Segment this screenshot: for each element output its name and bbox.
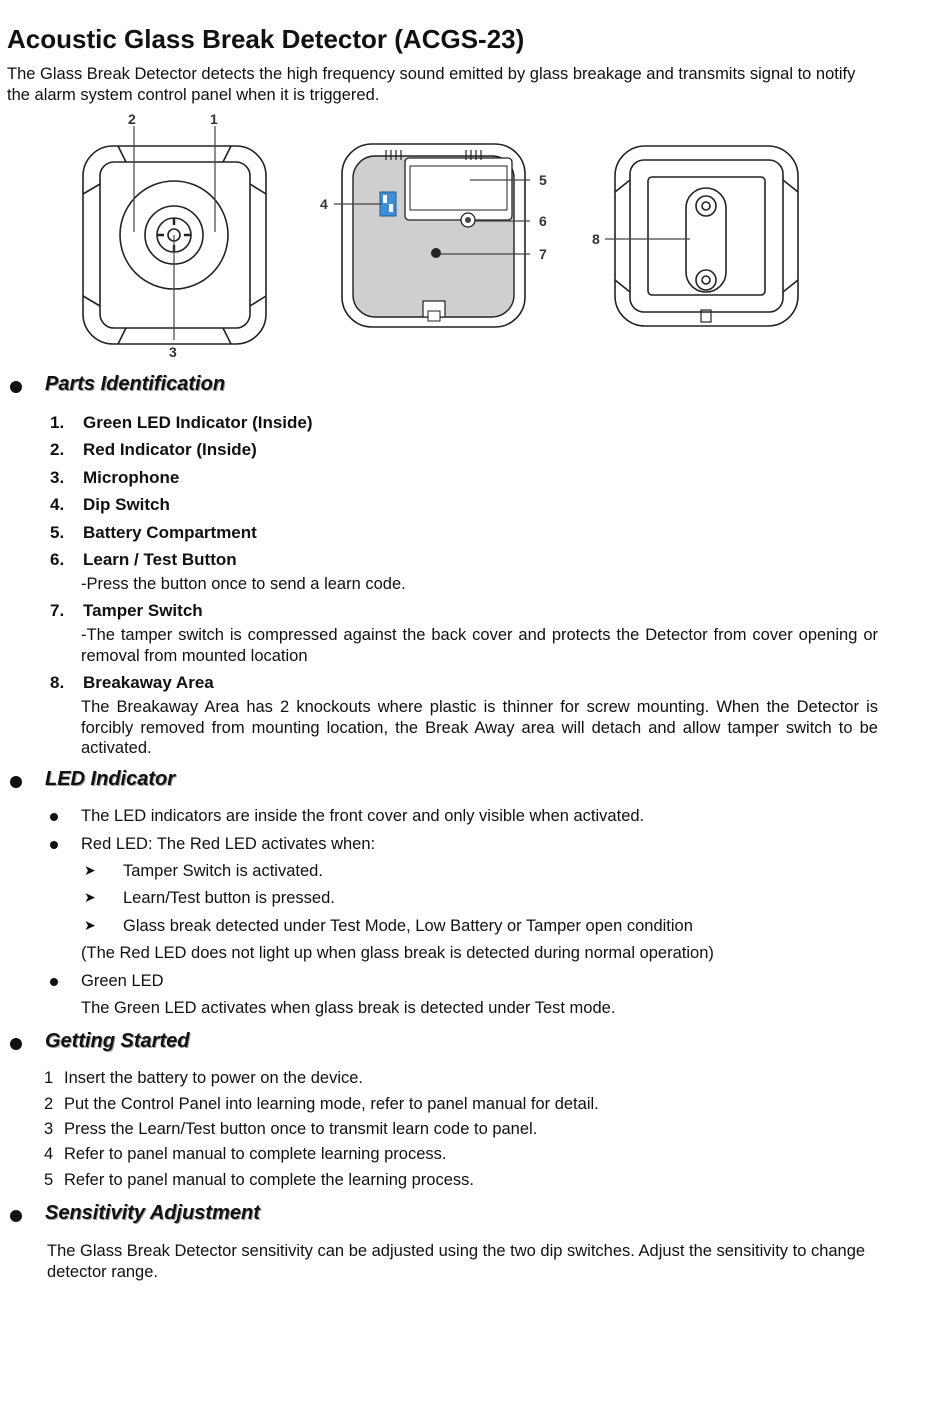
- part-item-8-description: The Breakaway Area has 2 knockouts where plastic is thinner for screw mounting. When the Detector is forcibly removed from mounting location, the Break Away area will detach and allow tamper switch to be activated.: [81, 698, 878, 757]
- green-led-description: The Green LED activates when glass break is detected under Test mode.: [81, 999, 616, 1017]
- bullet-icon: [50, 813, 58, 821]
- callout-1: 1: [210, 111, 218, 127]
- callout-8: 8: [592, 231, 600, 247]
- arrow-bullet-icon: ➤: [84, 862, 96, 878]
- inside-view-illustration: [342, 144, 525, 327]
- bullet-icon: [50, 978, 58, 986]
- arrow-bullet-icon: ➤: [84, 917, 96, 933]
- back-view-illustration: [615, 146, 798, 326]
- callout-5: 5: [539, 172, 547, 188]
- document-page: Acoustic Glass Break Detector (ACGS-23) The Glass Break Detector detects the high frequency sound emitted by glass breakage and transmits signal to notify the alarm system control panel when it is triggered. 2 1 3 4 5 6 7 8 Parts Identification 1. Green LED Indicator (Inside) 2. Red Indicator (Inside) 3. Microphone 4. Dip Switch 5. Battery Compartment 6. Learn / Test Button -Press the button once to send a learn code. 7. Tamper Switch -The tamper switch is compressed against the back cover and protects the Detector from cover opening or removal from mounted location 8. Breakaway Area The Breakaway Area has 2 knockouts where plastic is thinner for screw mounting. When the Detector is forcibly removed from mounting location, the Break Away area will detach and allow tamper switch to be activated. LED Indicator The LED indicators are inside the front cover and only visible when activated. Red LED: The Red LED activates when: ➤ Tamper Switch is activated. ➤ Learn/Test button is pressed. ➤ Glass break detected under Test Mode, Low Battery or Tamper open condition (The Red LED does not light up when glass break is detected during normal operation) Green LED The Green LED activates when glass break is detected under Test mode. Getting Started 1 Insert the battery to power on the device. 2 Put the Control Panel into learning mode, refer to panel manual for detail. 3 Press the Learn/Test button once to transmit learn code to panel. 4 Refer to panel manual to complete learning process. 5 Refer to panel manual to complete the learning process. Sensitivity Adjustment The Glass Break Detector sensitivity can be adjusted using the two dip switches. Adjust the sensitivity to change detector range.: [0, 0, 950, 1414]
- callout-3: 3: [169, 344, 177, 360]
- part-item-7-description: -The tamper switch is compressed against the back cover and protects the Detector from cover opening or removal from mounted location: [81, 626, 878, 665]
- sensitivity-paragraph: The Glass Break Detector sensitivity can be adjusted using the two dip switches. Adjust the sensitivity to change detector range.: [47, 1242, 866, 1281]
- callout-7: 7: [539, 246, 547, 262]
- product-diagram: [0, 104, 950, 366]
- bullet-icon: [10, 1210, 22, 1222]
- intro-paragraph: The Glass Break Detector detects the high frequency sound emitted by glass breakage and transmits signal to notify the alarm system control panel when it is triggered.: [7, 65, 856, 104]
- callout-6: 6: [539, 213, 547, 229]
- part-item-6-description: -Press the button once to send a learn code.: [81, 575, 406, 593]
- document-title: Acoustic Glass Break Detector (ACGS-23): [7, 24, 525, 54]
- bullet-icon: [50, 841, 58, 849]
- callout-2: 2: [128, 111, 136, 127]
- arrow-bullet-icon: ➤: [84, 889, 96, 905]
- bullet-icon: [10, 1038, 22, 1050]
- bullet-icon: [10, 776, 22, 788]
- red-led-note: (The Red LED does not light up when glass break is detected during normal operation): [81, 944, 714, 962]
- callout-4: 4: [320, 196, 328, 212]
- bullet-icon: [10, 381, 22, 393]
